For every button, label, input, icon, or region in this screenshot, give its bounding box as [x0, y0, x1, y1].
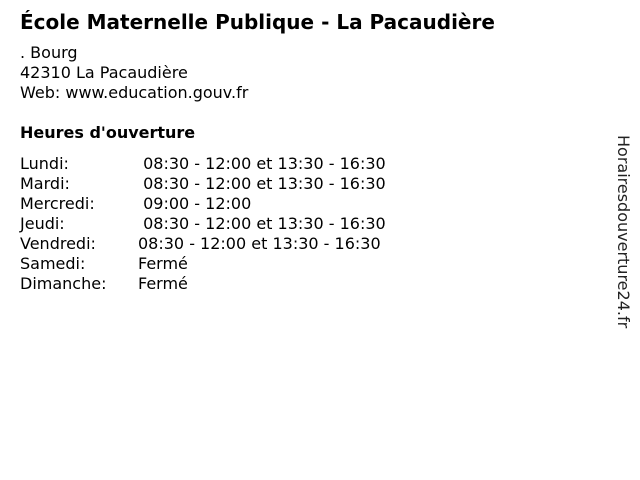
- day-label: Mercredi:: [20, 194, 95, 213]
- hours-row-saturday: [20, 254, 386, 274]
- day-times: Fermé: [138, 274, 188, 293]
- day-times: Fermé: [138, 254, 188, 273]
- hours-heading: Heures d'ouverture: [20, 123, 196, 142]
- day-label: Lundi:: [20, 154, 69, 173]
- site-watermark: Horairesdouverture24.fr: [614, 135, 633, 329]
- address-street: . Bourg: [20, 43, 78, 62]
- day-times: 08:30 - 12:00 et 13:30 - 16:30: [138, 154, 386, 173]
- day-label: Jeudi:: [20, 214, 65, 233]
- day-times: 08:30 - 12:00 et 13:30 - 16:30: [138, 174, 386, 193]
- hours-row-tuesday: [20, 174, 386, 194]
- day-times: 08:30 - 12:00 et 13:30 - 16:30: [138, 234, 381, 253]
- hours-row-wednesday: [20, 194, 386, 214]
- day-label: Samedi:: [20, 254, 86, 273]
- address-city: 42310 La Pacaudière: [20, 63, 188, 82]
- website-line[interactable]: Web: www.education.gouv.fr: [20, 83, 249, 102]
- page-title: École Maternelle Publique - La Pacaudière: [20, 10, 495, 34]
- address-block: [20, 43, 248, 103]
- day-label: Mardi:: [20, 174, 70, 193]
- day-times: 08:30 - 12:00 et 13:30 - 16:30: [138, 214, 386, 233]
- hours-row-friday: [20, 234, 386, 254]
- hours-row-monday: [20, 154, 386, 174]
- hours-row-sunday: [20, 274, 386, 294]
- day-label: Vendredi:: [20, 234, 96, 253]
- day-label: Dimanche:: [20, 274, 107, 293]
- day-times: 09:00 - 12:00: [138, 194, 252, 213]
- hours-row-thursday: [20, 214, 386, 234]
- hours-table: [20, 154, 386, 294]
